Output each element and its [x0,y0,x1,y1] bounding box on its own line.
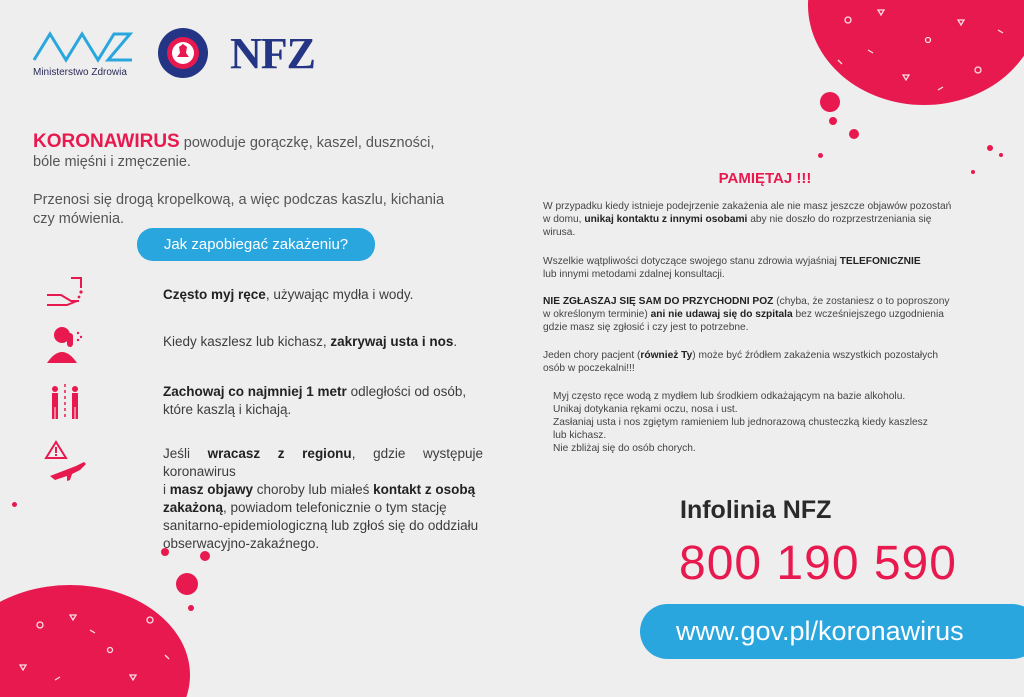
hand-washing-icon [43,275,85,313]
website-link[interactable]: www.gov.pl/koronawirus [640,604,1024,659]
remember-title: PAMIĘTAJ !!! [718,170,812,187]
keyword-koronawirus: KORONAWIRUS [33,131,180,152]
prevent-infection-pill: Jak zapobiegać zakażeniu? [137,228,375,261]
confetti-top [808,0,1024,110]
tip-distance: Zachowaj co najmniej 1 metr odległości od osób, które kaszlą i kichają. [163,384,467,417]
tip-cover-mouth: Kiedy kaszlesz lub kichasz, zakrywaj usta i nos. [163,334,458,349]
intro-text: KORONAWIRUS powoduje gorączkę, kaszel, duszności, bóle mięśni i zmęczenie. Przenosi się drogą kropelkową, a więc podczas kaszlu, kichania czy mówienia. [33,131,445,227]
list-item: Nie zbliżaj się do osób chorych. [553,443,696,454]
decor-dot [818,153,823,158]
remember-paragraph-2: Wszelkie wątpliwości dotyczące swojego stanu zdrowia wyjaśniaj TELEFONICZNIE lub innymi metodami zdalnej konsultacji. [543,256,921,280]
tip-wash-hands: Często myj ręce, używając mydła i wody. [163,287,414,302]
decor-dot [999,153,1003,157]
tip-return-from-region: Jeśli wracasz z regionu, gdzie występuje koronawirus i masz objawy choroby lub miałeś kontakt z osobą zakażoną, powiadom telefonicznie o tym stację sanitarno-epidemiologiczną lub zgłoś się do oddziału obserwacyjno-zakaźnego. [163,446,483,551]
decor-dot [829,117,837,125]
infoline-phone[interactable]: 800 190 590 [679,537,957,590]
coughing-person-icon [43,323,85,365]
distance-icon [46,382,86,422]
list-item: lub kichasz. [553,430,607,441]
ministry-logo-text: Ministerstwo Zdrowia [33,67,127,78]
decor-dot [987,145,993,151]
list-item: Myj często ręce wodą z mydłem lub środkiem odkażającym na bazie alkoholu. [553,391,906,402]
decor-dot [176,573,198,595]
remember-list [553,390,978,455]
decor-dot [849,129,859,139]
decor-dot [12,502,17,507]
ministry-logo-mark [32,28,134,64]
remember-paragraph-4: Jeden chory pacjent (również Ty) może być źródłem zakażenia wszystkich pozostałych osób w poczekalni!!! [543,350,939,374]
warning-plane-icon [44,440,88,482]
list-item: Unikaj dotykania rękami oczu, nosa i ust. [553,404,738,415]
nfz-logo: NFZ [230,29,315,78]
decor-dot [971,170,975,174]
list-item: Zasłaniaj usta i nos zgiętym ramieniem lub jednorazową chusteczką kiedy kaszlesz [553,417,928,428]
remember-paragraph-1: W przypadku kiedy istnieje podejrzenie zakażenia ale nie masz jeszcze objawów pozostań w domu, unikaj kontaktu z innymi osobami aby nie doszło do rozprzestrzeniania się wirusa. [543,201,952,238]
infoline-title: Infolinia NFZ [680,496,832,524]
confetti-bottom [0,595,190,697]
gis-emblem-icon [157,27,209,79]
remember-paragraph-3: NIE ZGŁASZAJ SIĘ SAM DO PRZYCHODNI POZ (chyba, że zostaniesz o to poproszony w określonym terminie) ani nie udawaj się do szpitala bez wcześniejszego uzgodnienia gdzie masz się zgłosić i czy jest to potrzebne. [543,296,950,333]
